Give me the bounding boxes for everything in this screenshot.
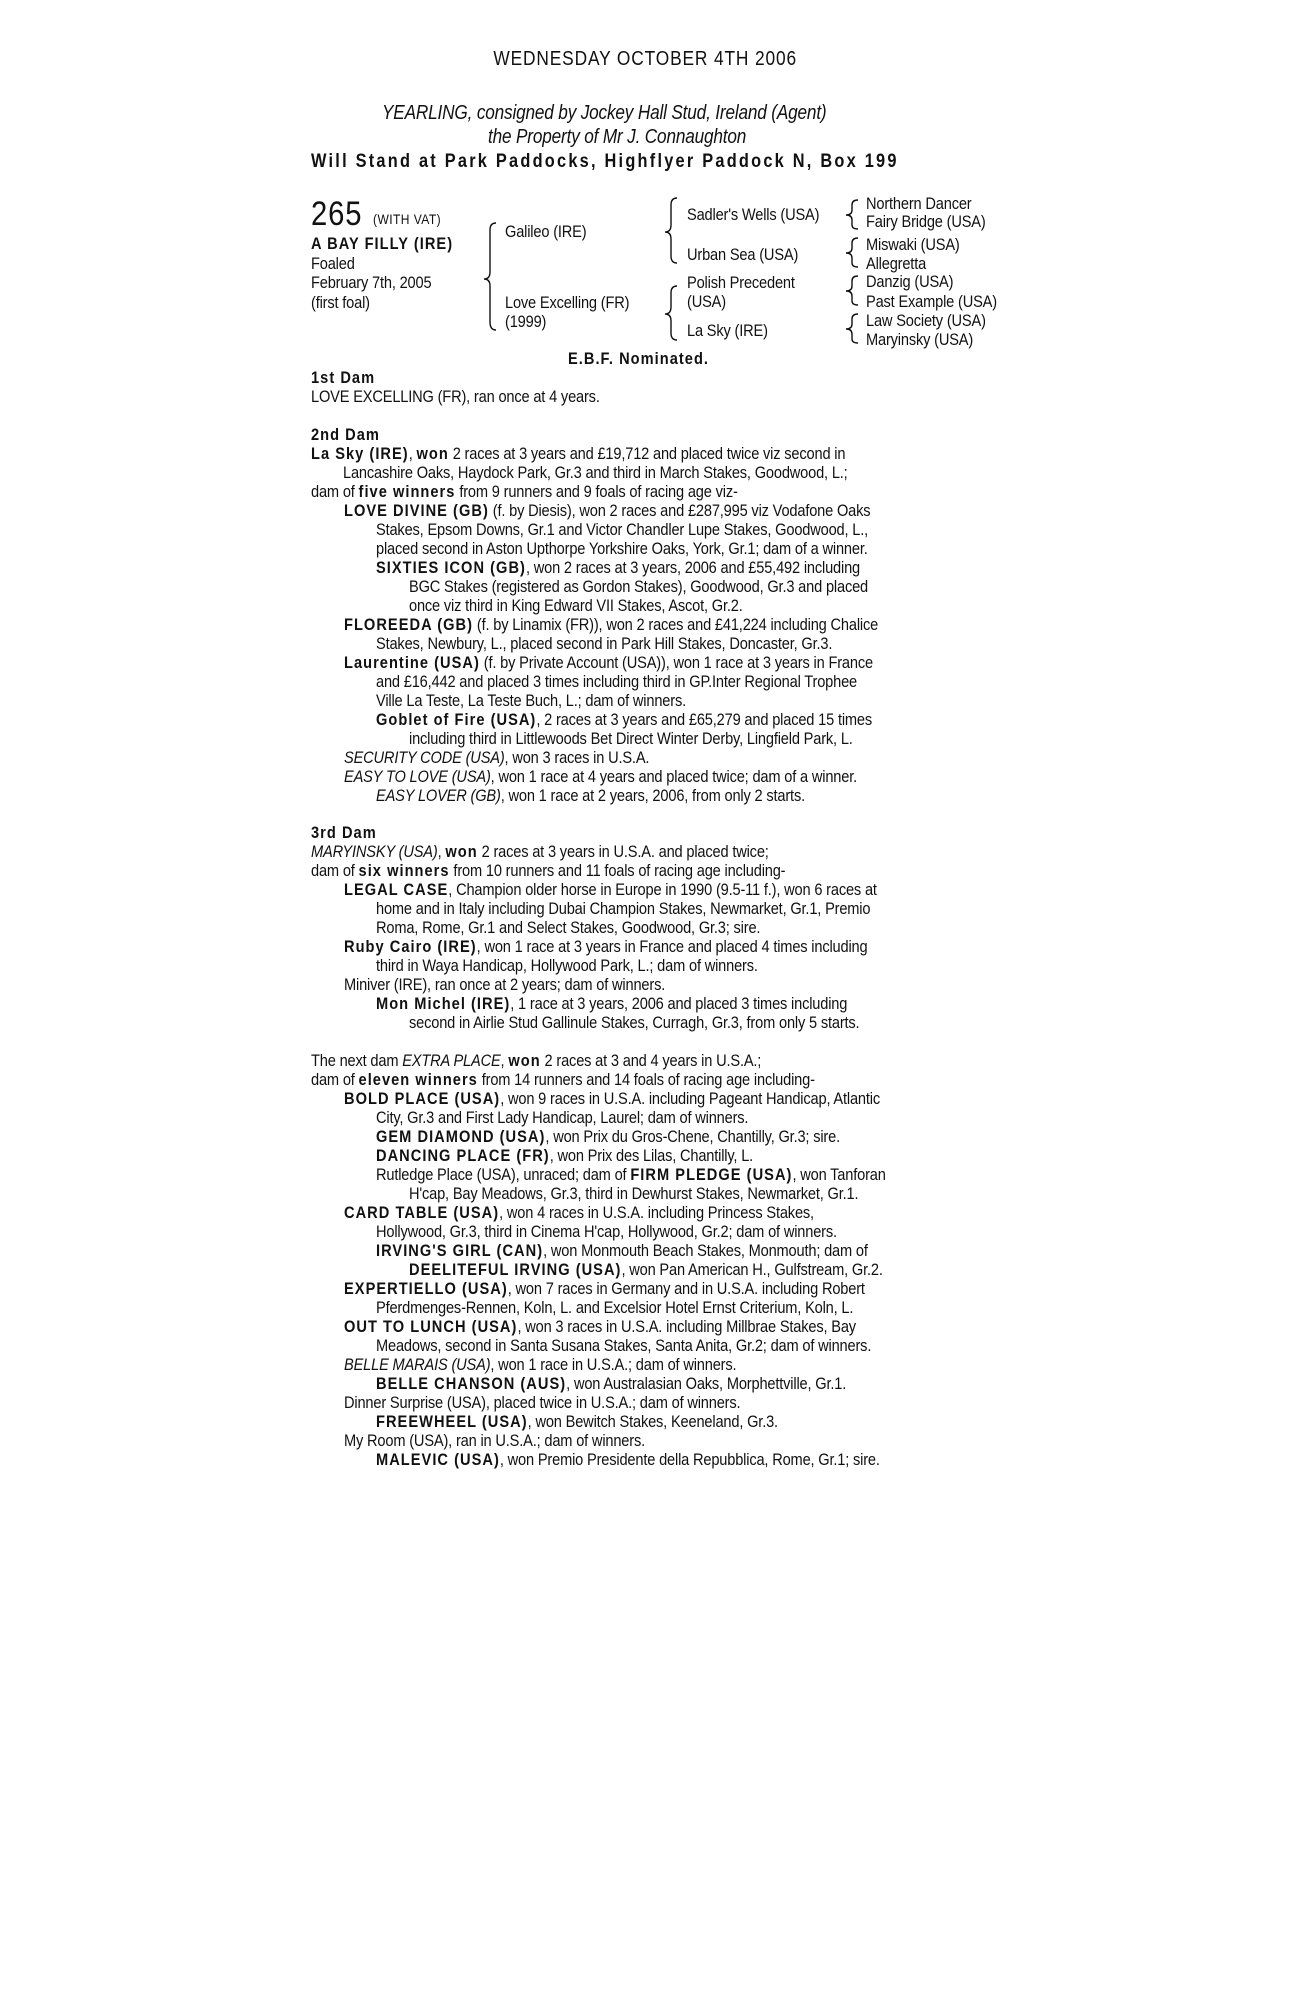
second-dam-line: Stakes, Epsom Downs, Gr.1 and Victor Chandler Lupe Stakes, Goodwood, L., xyxy=(376,520,869,539)
ebf-nominated: E.B.F. Nominated. xyxy=(568,349,710,368)
pedigree-dam-dam: La Sky (IRE) xyxy=(687,321,768,340)
pedigree-g7: Law Society (USA) xyxy=(866,311,986,330)
second-dam-line: SIXTIES ICON (GB), won 2 races at 3 years, 2006 and £55,492 including xyxy=(376,558,861,577)
third-dam-line: MARYINSKY (USA), won 2 races at 3 years in U.S.A. and placed twice; xyxy=(311,842,769,861)
next-dam-line: CARD TABLE (USA), won 4 races in U.S.A. including Princess Stakes, xyxy=(344,1203,814,1222)
second-dam-line: FLOREEDA (GB) (f. by Linamix (FR)), won 2 races and £41,224 including Chalice xyxy=(344,615,879,634)
next-dam-line: dam of eleven winners from 14 runners and 14 foals of racing age including- xyxy=(311,1070,815,1089)
next-dam-line: City, Gr.3 and First Lady Handicap, Laurel; dam of winners. xyxy=(376,1108,749,1127)
pedigree-dam-year: (1999) xyxy=(505,312,547,331)
next-dam-line: GEM DIAMOND (USA), won Prix du Gros-Chene, Chantilly, Gr.3; sire. xyxy=(376,1127,840,1146)
pedigree-g6: Past Example (USA) xyxy=(866,292,997,311)
foaled-label: Foaled xyxy=(311,254,355,273)
third-dam-line: LEGAL CASE, Champion older horse in Europe in 1990 (9.5-11 f.), won 6 races at xyxy=(344,880,877,899)
second-dam-line: SECURITY CODE (USA), won 3 races in U.S.A. xyxy=(344,748,650,767)
second-dam-line: Lancashire Oaks, Haydock Park, Gr.3 and third in March Stakes, Goodwood, L.; xyxy=(343,463,848,482)
next-dam-line: H'cap, Bay Meadows, Gr.3, third in Dewhurst Stakes, Newmarket, Gr.1. xyxy=(409,1184,859,1203)
third-dam-line: Mon Michel (IRE), 1 race at 3 years, 2006 and placed 3 times including xyxy=(376,994,848,1013)
second-dam-heading: 2nd Dam xyxy=(311,425,380,444)
next-dam-line: Pferdmenges-Rennen, Koln, L. and Excelsior Hotel Ernst Criterium, Koln, L. xyxy=(376,1298,854,1317)
third-dam-line: dam of six winners from 10 runners and 11 foals of racing age including- xyxy=(311,861,786,880)
next-dam-line: BELLE MARAIS (USA), won 1 race in U.S.A.; dam of winners. xyxy=(344,1355,737,1374)
lot-name: A BAY FILLY (IRE) xyxy=(311,234,454,253)
sale-date: WEDNESDAY OCTOBER 4TH 2006 xyxy=(493,48,797,70)
second-dam-line: dam of five winners from 9 runners and 9 foals of racing age viz- xyxy=(311,482,738,501)
consignor-line: YEARLING, consigned by Jockey Hall Stud, Ireland (Agent) xyxy=(382,102,827,124)
next-dam-line: EXPERTIELLO (USA), won 7 races in Germany and in U.S.A. including Robert xyxy=(344,1279,865,1298)
next-dam-line: IRVING'S GIRL (CAN), won Monmouth Beach Stakes, Monmouth; dam of xyxy=(376,1241,868,1260)
pedigree-dam-sire-country: (USA) xyxy=(687,292,726,311)
pedigree-sire-sire: Sadler's Wells (USA) xyxy=(687,205,820,224)
first-foal-note: (first foal) xyxy=(311,293,370,312)
first-dam-heading: 1st Dam xyxy=(311,368,376,387)
next-dam-line: MALEVIC (USA), won Premio Presidente della Repubblica, Rome, Gr.1; sire. xyxy=(376,1450,880,1469)
next-dam-line: DEELITEFUL IRVING (USA), won Pan American H., Gulfstream, Gr.2. xyxy=(409,1260,883,1279)
foaled-date: February 7th, 2005 xyxy=(311,273,432,292)
next-dam-line: Dinner Surprise (USA), placed twice in U.S.A.; dam of winners. xyxy=(344,1393,741,1412)
second-dam-line: including third in Littlewoods Bet Direct Winter Derby, Lingfield Park, L. xyxy=(409,729,853,748)
next-dam-line: The next dam EXTRA PLACE, won 2 races at 3 and 4 years in U.S.A.; xyxy=(311,1051,762,1070)
pedigree-g2: Fairy Bridge (USA) xyxy=(866,212,986,231)
next-dam-line: Hollywood, Gr.3, third in Cinema H'cap, Hollywood, Gr.2; dam of winners. xyxy=(376,1222,837,1241)
third-dam-line: Roma, Rome, Gr.1 and Select Stakes, Goodwood, Gr.3; sire. xyxy=(376,918,761,937)
pedigree-brackets xyxy=(0,0,1290,360)
second-dam-line: Goblet of Fire (USA), 2 races at 3 years and £65,279 and placed 15 times xyxy=(376,710,873,729)
next-dam-line: Rutledge Place (USA), unraced; dam of FIRM PLEDGE (USA), won Tanforan xyxy=(376,1165,886,1184)
third-dam-line: Miniver (IRE), ran once at 2 years; dam of winners. xyxy=(344,975,666,994)
next-dam-line: OUT TO LUNCH (USA), won 3 races in U.S.A. including Millbrae Stakes, Bay xyxy=(344,1317,856,1336)
property-line: the Property of Mr J. Connaughton xyxy=(488,126,747,148)
second-dam-line: and £16,442 and placed 3 times including third in GP.Inter Regional Trophee xyxy=(376,672,858,691)
third-dam-line: home and in Italy including Dubai Champion Stakes, Newmarket, Gr.1, Premio xyxy=(376,899,871,918)
second-dam-line: placed second in Aston Upthorpe Yorkshire Oaks, York, Gr.1; dam of a winner. xyxy=(376,539,868,558)
vat-label: (WITH VAT) xyxy=(373,211,442,227)
next-dam-line: FREEWHEEL (USA), won Bewitch Stakes, Keeneland, Gr.3. xyxy=(376,1412,778,1431)
third-dam-line: Ruby Cairo (IRE), won 1 race at 3 years in France and placed 4 times including xyxy=(344,937,868,956)
pedigree-g3: Miswaki (USA) xyxy=(866,235,960,254)
second-dam-line: EASY TO LOVE (USA), won 1 race at 4 years and placed twice; dam of a winner. xyxy=(344,767,857,786)
third-dam-line: second in Airlie Stud Gallinule Stakes, Curragh, Gr.3, from only 5 starts. xyxy=(409,1013,860,1032)
second-dam-line: Ville La Teste, La Teste Buch, L.; dam of winners. xyxy=(376,691,686,710)
lot-number: 265 xyxy=(311,195,363,233)
pedigree-g4: Allegretta xyxy=(866,254,927,273)
pedigree-g5: Danzig (USA) xyxy=(866,272,954,291)
next-dam-line: DANCING PLACE (FR), won Prix des Lilas, Chantilly, L. xyxy=(376,1146,754,1165)
pedigree-dam-sire: Polish Precedent xyxy=(687,273,795,292)
pedigree-sire-dam: Urban Sea (USA) xyxy=(687,245,799,264)
next-dam-line: BELLE CHANSON (AUS), won Australasian Oaks, Morphettville, Gr.1. xyxy=(376,1374,847,1393)
second-dam-line: EASY LOVER (GB), won 1 race at 2 years, 2006, from only 2 starts. xyxy=(376,786,805,805)
second-dam-line: once viz third in King Edward VII Stakes, Ascot, Gr.2. xyxy=(409,596,743,615)
next-dam-line: My Room (USA), ran in U.S.A.; dam of winners. xyxy=(344,1431,645,1450)
second-dam-line: BGC Stakes (registered as Gordon Stakes), Goodwood, Gr.3 and placed xyxy=(409,577,869,596)
pedigree-g8: Maryinsky (USA) xyxy=(866,330,974,349)
next-dam-line: BOLD PLACE (USA), won 9 races in U.S.A. including Pageant Handicap, Atlantic xyxy=(344,1089,880,1108)
second-dam-line: La Sky (IRE), won 2 races at 3 years and £19,712 and placed twice viz second in xyxy=(311,444,846,463)
first-dam-text: LOVE EXCELLING (FR), ran once at 4 years. xyxy=(311,387,600,406)
pedigree-dam: Love Excelling (FR) xyxy=(505,293,630,312)
pedigree-g1: Northern Dancer xyxy=(866,194,972,213)
second-dam-line: Stakes, Newbury, L., placed second in Park Hill Stakes, Doncaster, Gr.3. xyxy=(376,634,833,653)
second-dam-line: LOVE DIVINE (GB) (f. by Diesis), won 2 races and £287,995 viz Vodafone Oaks xyxy=(344,501,871,520)
third-dam-line: third in Waya Handicap, Hollywood Park, L.; dam of winners. xyxy=(376,956,758,975)
third-dam-heading: 3rd Dam xyxy=(311,823,377,842)
second-dam-line: Laurentine (USA) (f. by Private Account (USA)), won 1 race at 3 years in France xyxy=(344,653,873,672)
pedigree-sire: Galileo (IRE) xyxy=(505,222,587,241)
next-dam-line: Meadows, second in Santa Susana Stakes, Santa Anita, Gr.2; dam of winners. xyxy=(376,1336,872,1355)
stand-line: Will Stand at Park Paddocks, Highflyer Paddock N, Box 199 xyxy=(311,151,899,172)
